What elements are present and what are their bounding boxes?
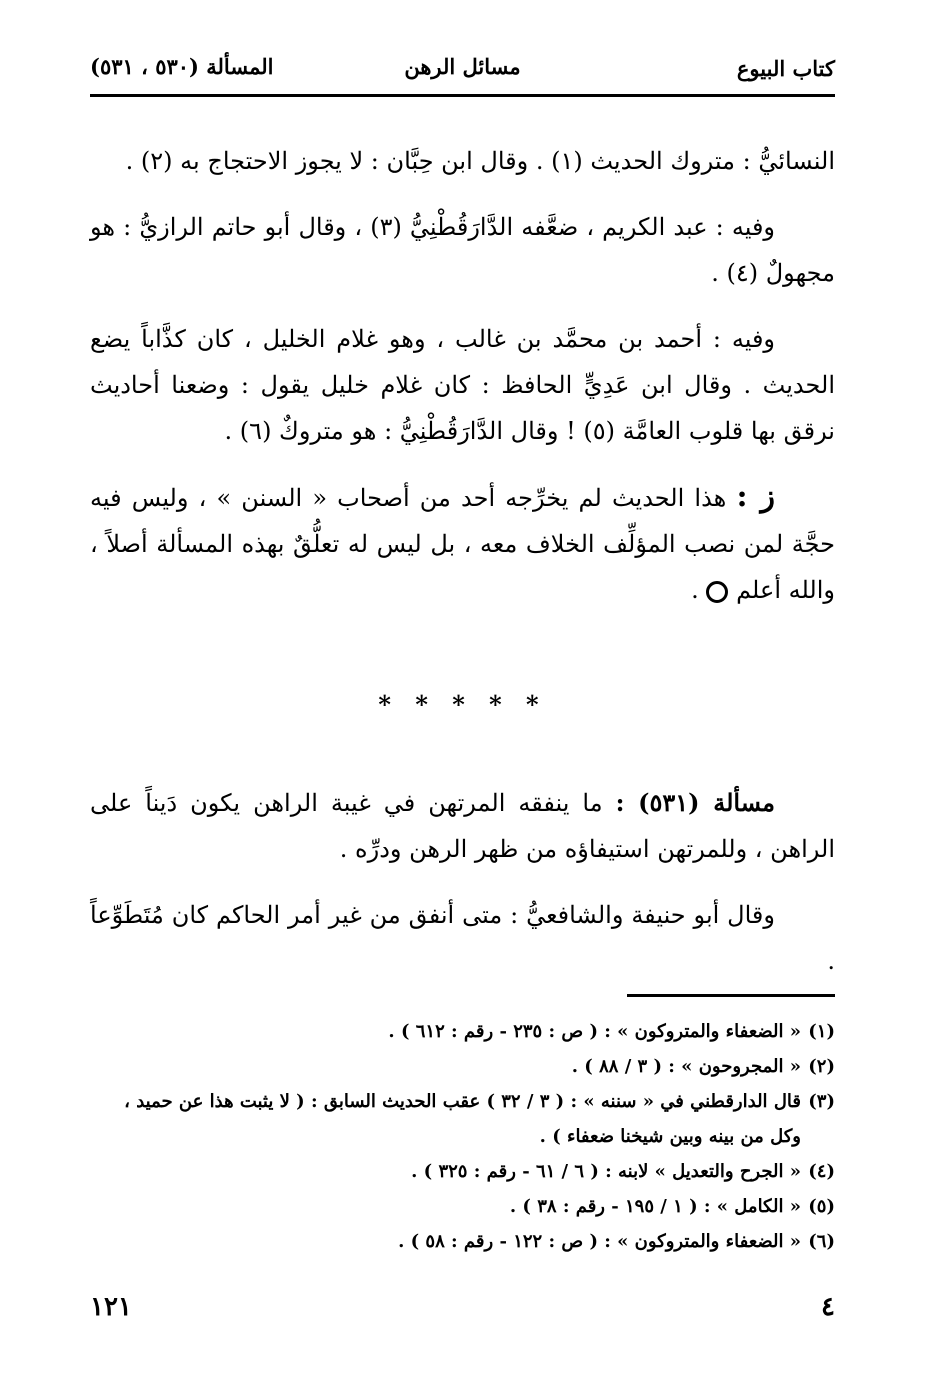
issue-text: ما ينفقه المرتهن في غيبة الراهن يكون دَيناً على الراهن ، وللمرتهن استيفاؤه من ظهر الرهن ودرِّه . — [90, 789, 835, 863]
footnote-number: (٦) — [808, 1231, 835, 1252]
footnote-2 — [90, 1049, 835, 1084]
header-divider — [90, 94, 835, 97]
page-number: ١٢١ — [90, 1292, 132, 1322]
footnote-text: قال الدارقطني في « سننه » : ( ٣ / ٣٢ ) عقب الحديث السابق : ( لا يثبت هذا عن حميد ، وكل من بينه وبين شيخنا ضعفاء ) . — [124, 1091, 801, 1147]
footnote-6 — [90, 1224, 835, 1259]
footnote-text: « الجرح والتعديل » لابنه : ( ٦ / ٦١ - رقم : ٣٢٥ ) . — [411, 1161, 801, 1182]
running-header — [90, 46, 835, 92]
page — [90, 0, 835, 1391]
issue-label: مسألة (٥٣١) : — [615, 788, 775, 817]
main-text — [90, 138, 835, 633]
footnote-text: « الضعفاء والمتروكون » : ( ص : ١٢٢ - رقم : ٥٨ ) . — [398, 1231, 801, 1252]
editor-note-text: هذا الحديث لم يخرِّجه أحد من أصحاب « السنن » ، وليس فيه حجَّة لمن نصب المؤلِّف الخلاف معه ، بل ليس له تعلُّقٌ بهذه المسألة أصلاً ، والله أعلم — [90, 484, 835, 604]
footnote-text: « الكامل » : ( ١ / ١٩٥ - رقم : ٣٨ ) . — [509, 1196, 801, 1217]
volume-number: ٤ — [821, 1292, 835, 1322]
paragraph-4: ز : هذا الحديث لم يخرِّجه أحد من أصحاب « السنن » ، وليس فيه حجَّة لمن نصب المؤلِّف الخلاف معه ، بل ليس له تعلُّقٌ بهذه المسألة أصلاً ، والله أعلم . — [90, 479, 835, 604]
paragraph-3: وفيه : أحمد بن محمَّد بن غالب ، وهو غلام الخليل ، كان كذَّاباً يضع الحديث . وقال ابن عَدِيٍّ الحافظ : كان غلام خليل يقول : وضعنا أحاديث نرقق بها قلوب العامَّة (٥) ! وقال الدَّارَقُطْنِيُّ : هو متروكٌ (٦) . — [90, 325, 836, 445]
footnote-number: (٢) — [808, 1056, 835, 1077]
paragraph-2: وفيه : عبد الكريم ، ضعَّفه الدَّارَقُطْنِيُّ (٣) ، وقال أبو حاتم الرازيُّ : هو مجهولٌ (٤) . — [90, 213, 835, 287]
editor-note-mark: ز : — [736, 479, 775, 514]
issue-531 — [90, 780, 835, 1004]
header-book-title: كتاب البيوع — [736, 56, 835, 81]
footnote-number: (٤) — [808, 1161, 835, 1182]
issue-opinion: وقال أبو حنيفة والشافعيُّ : متى أنفق من غير أمر الحاكم كان مُتَطَوِّعاً . — [90, 901, 835, 975]
header-chapter-title: مسائل الرهن — [404, 54, 521, 79]
end-circle-icon — [706, 581, 728, 603]
issue-statement — [90, 780, 835, 872]
footnote-4 — [90, 1154, 835, 1189]
paragraph-1: النسائيُّ : متروك الحديث (١) . وقال ابن حِبَّان : لا يجوز الاحتجاج به (٢) . — [125, 147, 835, 175]
header-issue-range: المسألة (٥٣٠ ، ٥٣١) — [90, 54, 274, 79]
footnote-number: (٣) — [808, 1091, 835, 1112]
footnote-1 — [90, 1014, 835, 1049]
section-separator: * * * * * — [378, 690, 547, 719]
footnote-number: (١) — [808, 1021, 835, 1042]
footnote-number: (٥) — [808, 1196, 835, 1217]
footnote-divider — [627, 994, 835, 997]
footnotes — [90, 1014, 835, 1259]
footnote-5 — [90, 1189, 835, 1224]
footnote-text: « الضعفاء والمتروكون » : ( ص : ٢٣٥ - رقم : ٦١٢ ) . — [388, 1021, 801, 1042]
footnote-3 — [90, 1084, 835, 1154]
footnote-text: « المجروحون » : ( ٣ / ٨٨ ) . — [571, 1056, 801, 1077]
